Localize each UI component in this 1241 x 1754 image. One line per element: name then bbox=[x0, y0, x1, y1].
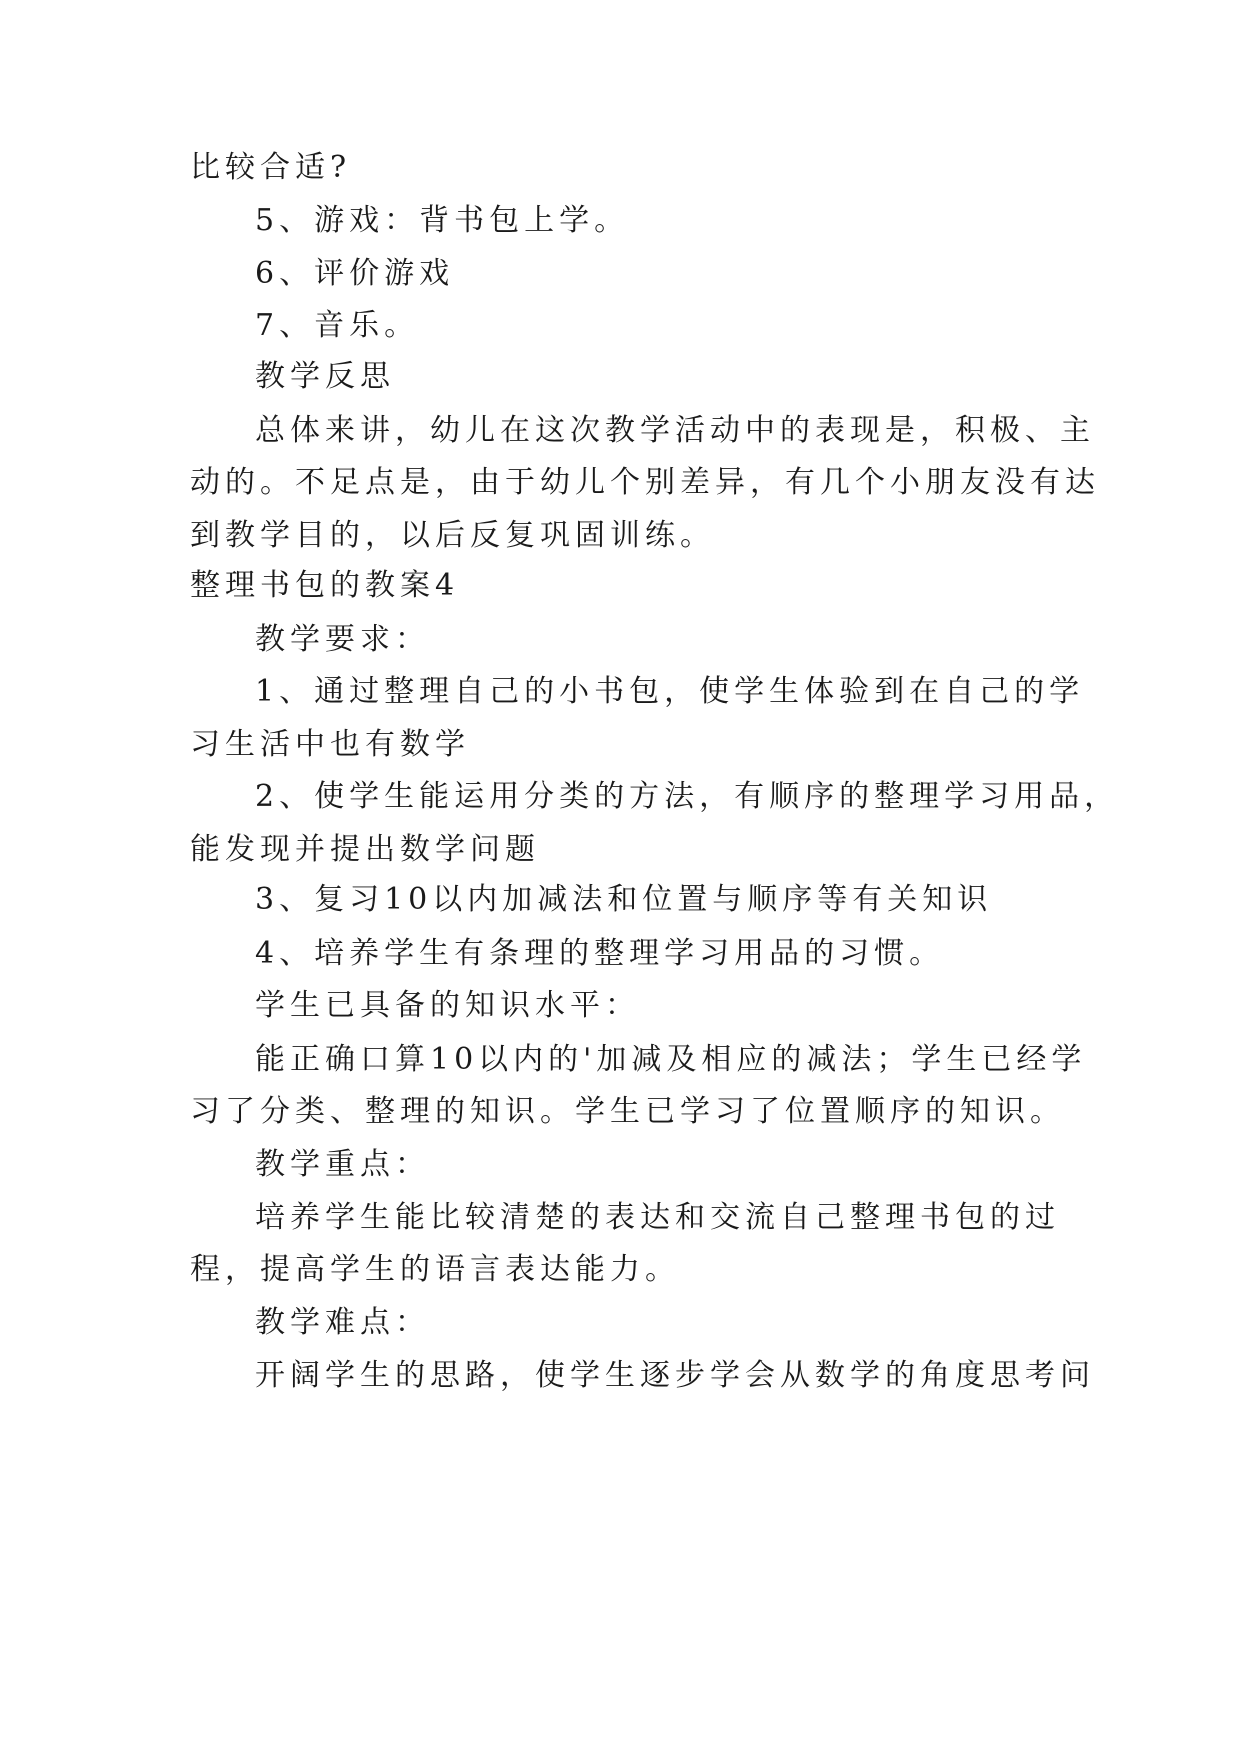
list-item-continuation: 习生活中也有数学 bbox=[190, 727, 470, 762]
paragraph-line: 总体来讲，幼儿在这次教学活动中的表现是，积极、主 bbox=[255, 413, 1095, 448]
section-heading: 教学反思 bbox=[255, 359, 395, 394]
list-item: 1、通过整理自己的小书包，使学生体验到在自己的学 bbox=[255, 674, 1085, 709]
document-title: 整理书包的教案4 bbox=[190, 568, 460, 603]
paragraph-line: 动的。不足点是，由于幼儿个别差异，有几个小朋友没有达 bbox=[190, 465, 1100, 500]
section-heading: 教学要求： bbox=[255, 622, 430, 657]
section-heading: 教学重点： bbox=[255, 1147, 430, 1182]
list-item: 4、培养学生有条理的整理学习用品的习惯。 bbox=[255, 936, 945, 971]
list-item: 3、复习10以内加减法和位置与顺序等有关知识 bbox=[255, 882, 993, 917]
paragraph-line: 能正确口算10以内的'加减及相应的减法；学生已经学 bbox=[255, 1042, 1087, 1077]
paragraph-line: 开阔学生的思路，使学生逐步学会从数学的角度思考问 bbox=[255, 1358, 1095, 1393]
paragraph-line: 到教学目的，以后反复巩固训练。 bbox=[190, 518, 715, 553]
paragraph-line: 培养学生能比较清楚的表达和交流自己整理书包的过 bbox=[255, 1200, 1060, 1235]
paragraph-line: 习了分类、整理的知识。学生已学习了位置顺序的知识。 bbox=[190, 1094, 1065, 1129]
list-item: 2、使学生能运用分类的方法，有顺序的整理学习用品， bbox=[255, 779, 1120, 814]
section-heading: 学生已具备的知识水平： bbox=[255, 988, 640, 1023]
list-item: 6、评价游戏 bbox=[255, 256, 455, 291]
section-heading: 教学难点： bbox=[255, 1305, 430, 1340]
text-line: 比较合适? bbox=[190, 150, 352, 185]
list-item: 7、音乐。 bbox=[255, 308, 420, 343]
list-item-continuation: 能发现并提出数学问题 bbox=[190, 832, 540, 867]
list-item: 5、游戏：背书包上学。 bbox=[255, 203, 630, 238]
paragraph-line: 程，提高学生的语言表达能力。 bbox=[190, 1252, 680, 1287]
